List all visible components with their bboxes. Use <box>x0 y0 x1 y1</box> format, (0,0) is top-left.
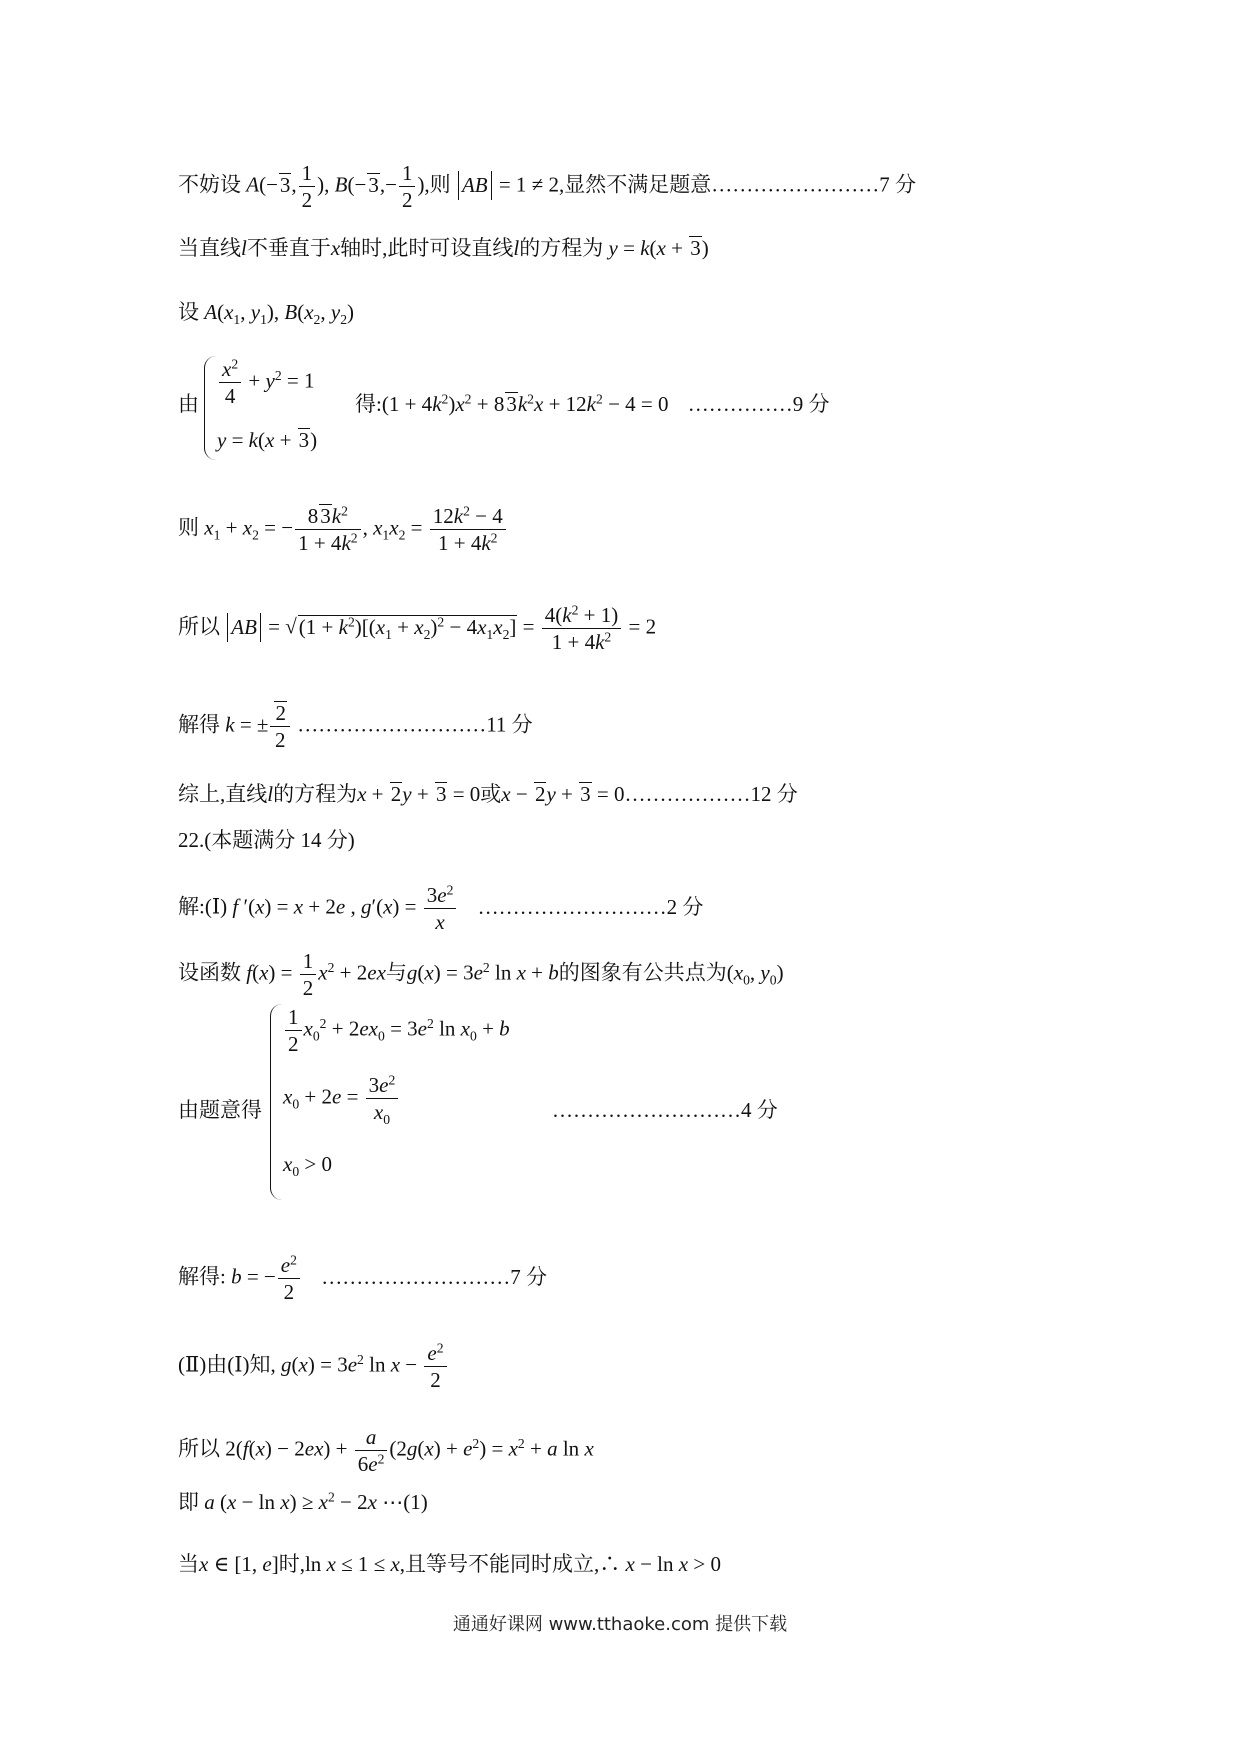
line-set-points: 设 $A(x_1$, $y_1$), $B(x_2$, $y_2$) <box>178 300 355 327</box>
line-conclusion: 综上,直线l的方程为x + 2y + 3 = 0或x − 2y + 3 = 0………………12 分 <box>178 782 798 806</box>
line-quadratic: 得:(1 + $4k^2)x^2 + 83k^2x + 12k^2 - 4 = 0$ ……………9 分 <box>355 391 830 416</box>
line-system-1 <box>178 392 199 417</box>
system-brace-1: $\frac{x^2}{4}$ + $y^2 = 1$ y = k(x + 3) <box>204 356 365 460</box>
label-then: 则 <box>178 515 199 540</box>
text-segment: 或 <box>480 782 502 806</box>
text-segment: 的方程为 <box>519 236 604 260</box>
text-segment: 时, <box>278 1552 305 1576</box>
line-system-2 <box>178 1098 262 1123</box>
text-segment: 得: <box>355 392 382 416</box>
label-so-2: 所以 <box>178 1436 220 1461</box>
text-segment: 轴时,此时可设直线 <box>340 236 514 260</box>
label-solve: 解得 <box>178 712 220 737</box>
label-set: 设 <box>178 300 199 324</box>
label-namely: 即 <box>178 1490 199 1514</box>
label-part-2: (Ⅱ)由(Ⅰ)知, <box>178 1352 276 1377</box>
text-segment: 当 <box>178 1552 199 1576</box>
line-assume-points: 不妨设 A(−3, $\frac{1}{2}$ ), B(−3,− $\frac{1}{2}$ ),则 AB = 1 ≠ 2,显然不满足题意……………………7 分 <box>178 161 916 213</box>
text-segment: 的图象有公共点为 <box>558 960 727 985</box>
text-segment: 不垂直于 <box>246 236 331 260</box>
text-segment: ,且等号不能同时成立, <box>399 1552 600 1576</box>
text-segment: 综上,直线 <box>178 782 268 806</box>
line-domain: 当x ∈ [1, e]时,ln x ≤ 1 ≤ x,且等号不能同时成立,∴ x − ln x > 0 <box>178 1552 721 1576</box>
line-part-2: (Ⅱ)由(Ⅰ)知, $g(x) = 3e^2$ ln x − $\frac{e^2}{2}$ <box>178 1340 449 1394</box>
line-solve-k: 解得 k = ± $\frac{2}{2}$ ………………………11 分 <box>178 701 533 753</box>
label-solution: 解:(Ⅰ) <box>178 894 228 919</box>
score-12-dots: ………………12 分 <box>624 782 798 806</box>
footer-source: 通通好课网 www.tthaoke.com 提供下载 <box>452 1614 788 1635</box>
text-segment: 与 <box>385 960 407 985</box>
text-segment: 由题意得 <box>178 1098 262 1122</box>
text-segment: 的方程为 <box>273 782 358 806</box>
line-define-functions: 设函数 f(x) = $\frac{1}{2}$ $x^2 + 2ex$与$g(x) = 3e^2$ ln x + b的图象有公共点为($x_0$, $y_0$) <box>178 949 784 1001</box>
score-7-dots-b: ………………………7 分 <box>321 1264 547 1289</box>
line-derivatives: 解:(Ⅰ) f ′(x) = x + 2e , g′(x) = $\frac{3e^2}{x}$ ………………………2 分 <box>178 882 704 935</box>
score-11-dots: ………………………11 分 <box>297 712 533 737</box>
text-segment: 由 <box>178 392 199 416</box>
score-2-dots: ………………………2 分 <box>477 894 704 919</box>
line-chord-length: 所以 AB = $√(1 + k^2)[(x_1 + x_2)^2 - 4x_1x_2]$ = $\frac{4(k^2 + 1)}{1 + 4k^2}$ = 2 <box>178 602 657 655</box>
label-solve-b: 解得: <box>178 1264 226 1289</box>
score-9-dots: ……………9 分 <box>687 392 830 416</box>
text-segment: 设函数 <box>178 960 241 985</box>
system-brace-2: $\frac{1}{2}$ $x_0^2 + 2ex_0 = 3e^2$ $\ln x_0 + b$ $x_0 + 2e$ = $\frac{3e^2}{x_0}$ $x_0 > 0$ <box>270 1004 581 1200</box>
line-nonvertical-case: 当直线l不垂直于x轴时,此时可设直线l的方程为 y = k(x + 3) <box>178 236 709 260</box>
label-assume: 不妨设 <box>178 172 241 197</box>
line-combine: 所以 2(f(x) − 2ex) + $\frac{a}{6e^2}$ $(2g(x) + e^2) = x^2 + a$ ln x <box>178 1425 594 1477</box>
text-segment: 当直线 <box>178 236 241 260</box>
line-solve-b: 解得: b = − $\frac{e^2}{2}$ ………………………7 分 <box>178 1252 547 1305</box>
score-7-dots: ……………………7 分 <box>711 172 916 197</box>
line-inequality-1: 即 a $(x - \ln x) \ge x^2 - 2x$ ⋯(1) <box>178 1489 428 1514</box>
score-4-dots: ………………………4 分 <box>552 1098 778 1122</box>
problem-22-header: 22.(本题满分 14 分) <box>178 828 355 852</box>
label-so: 所以 <box>178 614 220 639</box>
line-vieta: 则 $x_1 + x_2$ = − $\frac{83k^2}{1 + 4k^2}$ , $x_1x_2$ = $\frac{12k^2 - 4}{1 + 4k^2}$ <box>178 503 508 557</box>
